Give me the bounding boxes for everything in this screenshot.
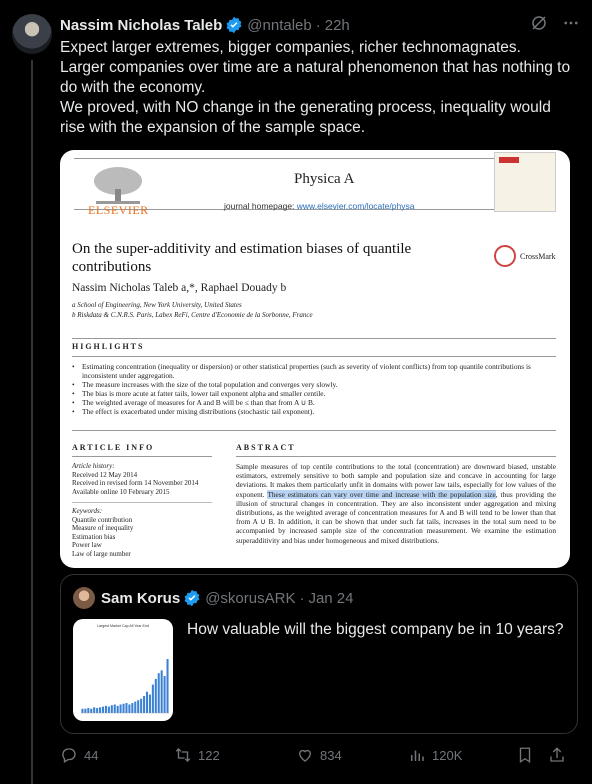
share-icon bbox=[548, 746, 566, 764]
tweet-line: We proved, with NO change in the generating process, inequality would rise with the expansion of the sample space. bbox=[60, 99, 551, 136]
views-button[interactable] bbox=[408, 746, 508, 764]
journal-header-box bbox=[74, 158, 494, 217]
keyword: Law of large number bbox=[72, 549, 131, 558]
author-handle[interactable]: @nntaleb bbox=[247, 16, 312, 34]
homepage-label: journal homepage: bbox=[224, 201, 297, 211]
reply-icon bbox=[60, 746, 78, 764]
bookmark-button[interactable] bbox=[516, 746, 534, 764]
chart-bar bbox=[111, 705, 113, 713]
chart-bar bbox=[152, 685, 154, 713]
more-options-icon[interactable] bbox=[562, 14, 580, 32]
keywords-block bbox=[72, 502, 212, 558]
verified-badge-icon bbox=[225, 16, 243, 34]
chart-bar bbox=[143, 696, 145, 713]
abstract-heading: ABSTRACT bbox=[236, 443, 296, 452]
tweet-text bbox=[60, 38, 580, 138]
divider bbox=[72, 456, 212, 457]
affiliation: a School of Engineering, New York University, United States bbox=[72, 301, 242, 309]
quoted-tweet-date[interactable]: Jan 24 bbox=[308, 589, 354, 607]
history-item: Received in revised form 14 November 2014 bbox=[72, 479, 199, 487]
chart-bar bbox=[84, 709, 86, 713]
chart-bar bbox=[90, 709, 92, 713]
chart-bar bbox=[93, 707, 95, 713]
chart-bar bbox=[140, 699, 142, 713]
abstract-highlight: These estimators can vary over time and increase with the population size bbox=[267, 489, 496, 499]
chart-bar bbox=[87, 708, 89, 713]
history-label: Article history: bbox=[72, 462, 115, 470]
keyword: Power law bbox=[72, 541, 102, 549]
journal-cover bbox=[494, 152, 556, 212]
thread-line bbox=[31, 60, 33, 784]
divider bbox=[236, 456, 556, 457]
keyword: Estimation bias bbox=[72, 532, 116, 541]
highlight-item: • The weighted average of measures for A and B will be ≤ than that from A ∪ B. bbox=[72, 398, 556, 407]
keyword: Quantile contribution bbox=[72, 515, 133, 524]
grok-icon[interactable] bbox=[530, 14, 548, 32]
chart-bar bbox=[96, 708, 98, 713]
crossmark-label: CrossMark bbox=[520, 251, 556, 261]
highlight-item: • The measure increases with the size of the total population and converges very slowly. bbox=[72, 380, 556, 389]
homepage-url: www.elsevier.com/locate/physa bbox=[296, 201, 415, 211]
highlight-item: • The effect is exacerbated under mixing distributions (stochastic tail exponent). bbox=[72, 407, 556, 416]
chart-bar bbox=[105, 706, 107, 713]
chart-bar bbox=[137, 700, 139, 713]
separator-dot: · bbox=[299, 589, 305, 607]
chart-bar bbox=[146, 692, 148, 713]
crossmark-badge bbox=[494, 245, 556, 267]
repost-count: 122 bbox=[198, 747, 220, 763]
abstract-text: , thus providing the illusion of structural changes in concentration. They are also inconsistent under aggregation and mixing distributions, as the weighted average of concentration measures for A and B will tend to be lower than that from A ∪ B. In addition, it can be shown that under such fat tails, increases in the total sum need to be accompanied by increased sample size of the concentration measurement. We examine the estimation superadditivity and bias under homogeneous and mixed distributions. bbox=[236, 489, 556, 545]
chart-bar bbox=[149, 695, 151, 713]
affiliation: b Riskdata & C.N.R.S. Paris, Labex ReFi, Centre d'Economie de la Sorbonne, France bbox=[72, 311, 313, 319]
chart-bar bbox=[167, 659, 169, 713]
tweet-header bbox=[60, 14, 580, 36]
reply-count: 44 bbox=[84, 747, 99, 763]
history-item: Received 12 May 2014 bbox=[72, 470, 138, 479]
quoted-tweet[interactable] bbox=[60, 574, 578, 734]
quoted-author-name[interactable]: Sam Korus bbox=[101, 589, 181, 607]
paper-affiliations bbox=[72, 300, 313, 320]
repost-icon bbox=[174, 746, 192, 764]
quoted-tweet-text: How valuable will the biggest company be in 10 years? bbox=[187, 621, 564, 638]
journal-homepage bbox=[224, 201, 414, 211]
crossmark-icon bbox=[494, 245, 516, 267]
chart-bar bbox=[117, 706, 119, 713]
chart-bar bbox=[131, 703, 133, 713]
chart-bar bbox=[123, 704, 125, 713]
chart-bar bbox=[158, 673, 160, 713]
article-info bbox=[72, 462, 212, 558]
heart-icon bbox=[296, 746, 314, 764]
paper-title: On the super-additivity and estimation biases of quantile contributions bbox=[72, 241, 412, 275]
author-avatar[interactable] bbox=[12, 14, 52, 54]
keyword: Measure of inequality bbox=[72, 524, 134, 532]
chart-bar bbox=[161, 670, 163, 713]
verified-badge-icon bbox=[183, 589, 201, 607]
chart-bar bbox=[114, 704, 116, 713]
journal-name: Physica A bbox=[294, 171, 355, 187]
highlight-item: • Estimating concentration (inequality or dispersion) or other statistical properties (such as severity of violent conflicts) from top quantile contributions is inconsistent under aggregation. bbox=[72, 362, 556, 380]
quoted-author-handle[interactable]: @skorusARK bbox=[205, 589, 296, 607]
share-button[interactable] bbox=[548, 746, 566, 764]
abstract-body bbox=[236, 462, 556, 545]
chart-title: Largest Market Cap All Year End bbox=[97, 624, 149, 628]
chart-bar bbox=[108, 707, 110, 713]
chart-bar bbox=[125, 703, 127, 713]
chart-bar bbox=[99, 707, 101, 713]
tweet-actions bbox=[60, 744, 580, 766]
chart-bar bbox=[134, 702, 136, 713]
highlights-heading: HIGHLIGHTS bbox=[72, 342, 145, 351]
repost-button[interactable] bbox=[174, 746, 284, 764]
highlights-list bbox=[72, 362, 556, 416]
abstract-text: Sample measures of top centile contributions to the total (concentration) are downward biased, unstable estimators, extremely sensitive to both sample and population size and concave in accounting for large deviations. It makes them particularly unfit in domains with power law tails, especially for low values of the exponent. bbox=[236, 462, 556, 499]
paper-authors: Nassim Nicholas Taleb a,*, Raphael Douady b bbox=[72, 282, 287, 294]
tweet-line: Larger companies over time are a natural phenomenon that has nothing to do with the economy. bbox=[60, 59, 571, 96]
highlight-item: • The bias is more acute at fatter tails, lower tail exponent alpha and smaller centile. bbox=[72, 389, 556, 398]
keywords-label: Keywords: bbox=[72, 507, 103, 515]
quoted-tweet-header bbox=[101, 589, 354, 607]
tweet-time[interactable]: 22h bbox=[324, 16, 350, 34]
publisher-name: ELSEVIER bbox=[88, 203, 149, 217]
chart-bar bbox=[128, 704, 130, 713]
bookmark-icon bbox=[516, 746, 534, 764]
chart-bar bbox=[81, 709, 83, 713]
author-name[interactable]: Nassim Nicholas Taleb bbox=[60, 16, 223, 34]
article-info-heading: ARTICLE INFO bbox=[72, 443, 155, 452]
divider bbox=[72, 430, 556, 431]
quoted-author-avatar[interactable] bbox=[73, 587, 95, 609]
history-item: Available online 10 February 2015 bbox=[72, 487, 170, 496]
quoted-chart-thumbnail[interactable] bbox=[73, 619, 173, 721]
paper-image[interactable] bbox=[60, 150, 570, 568]
chart-bar bbox=[155, 679, 157, 713]
divider bbox=[72, 356, 556, 357]
analytics-icon bbox=[408, 746, 426, 764]
market-cap-chart bbox=[73, 619, 173, 721]
chart-bar bbox=[164, 676, 166, 713]
divider bbox=[72, 338, 556, 339]
like-count: 834 bbox=[320, 747, 342, 763]
chart-bar bbox=[102, 707, 104, 713]
view-count: 120K bbox=[432, 747, 463, 763]
separator-dot: · bbox=[315, 16, 321, 34]
reply-button[interactable] bbox=[60, 746, 144, 764]
tweet-line: Expect larger extremes, bigger companies, richer technomagnates. bbox=[60, 39, 521, 56]
chart-bar bbox=[120, 704, 122, 713]
like-button[interactable] bbox=[296, 746, 396, 764]
